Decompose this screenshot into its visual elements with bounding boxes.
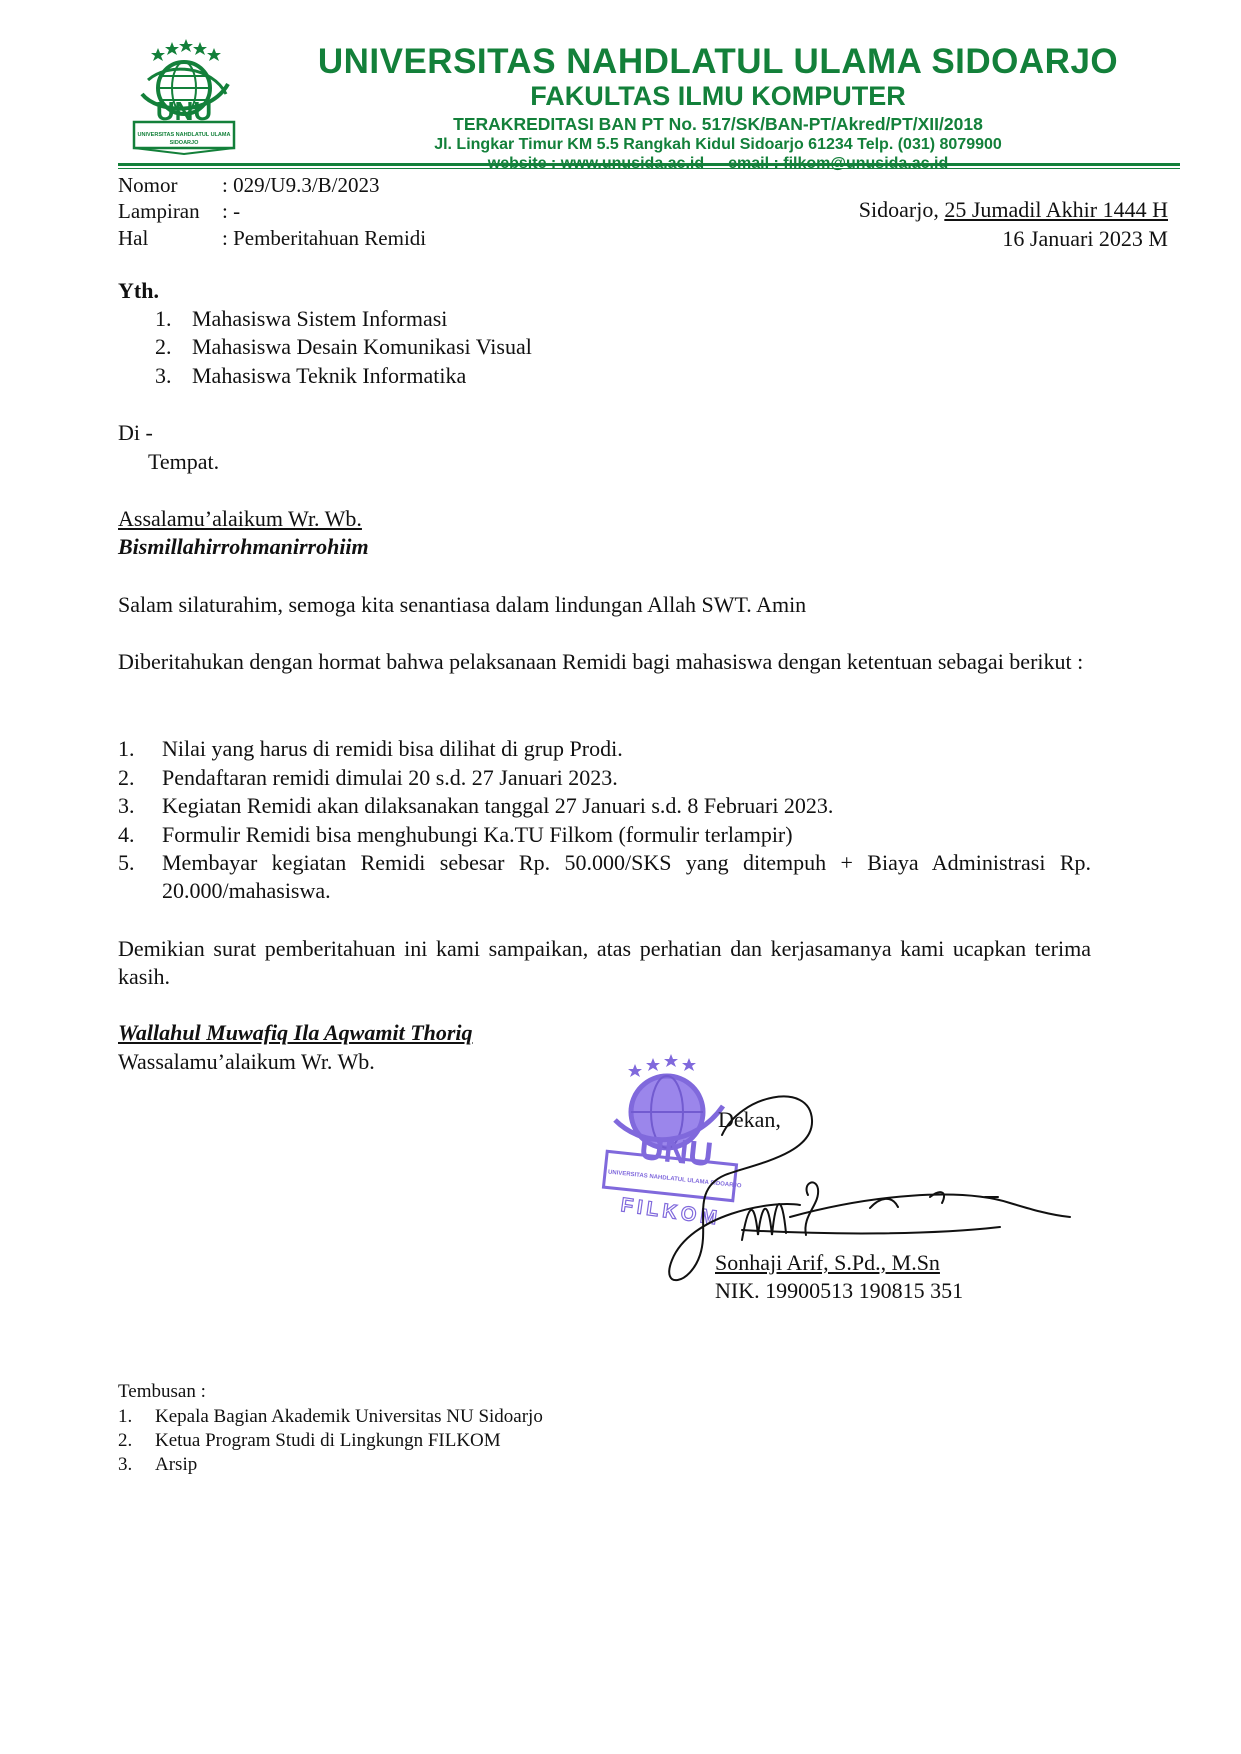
meta-lampiran	[118, 198, 240, 224]
date-masehi: 16 Januari 2023 M	[1002, 226, 1168, 251]
date-hijri: 25 Jumadil Akhir 1444 H	[944, 197, 1168, 222]
meta-hal	[118, 225, 426, 251]
stamp-caption: UNIVERSITAS NAHDLATUL ULAMA SIDOARJO	[607, 1169, 742, 1190]
recipient-heading: Yth.	[118, 278, 159, 303]
signatory-name: Sonhaji Arif, S.Pd., M.Sn	[715, 1250, 940, 1275]
letterhead-rule-thin	[118, 168, 1180, 169]
date-city: Sidoarjo,	[858, 197, 939, 222]
tempat-label: Tempat.	[148, 449, 220, 474]
intro-paragraph: Diberitahukan dengan hormat bahwa pelaksanaan Remidi bagi mahasiswa dengan ketentuan sebagai berikut :	[118, 649, 1084, 674]
greeting: Salam silaturahim, semoga kita senantiasa dalam lindungan Allah SWT. Amin	[118, 592, 807, 617]
date-hijri-line	[859, 196, 1168, 224]
di-label: Di -	[118, 420, 153, 445]
lampiran-label: Lampiran	[118, 199, 200, 223]
wallahul: Wallahul Muwafiq Ila Aqwamit Thoriq	[118, 1020, 473, 1045]
closing-paragraph: Demikian surat pemberitahuan ini kami sampaikan, atas perhatian dan kerjasamanya kami ucapkan terima kasih.	[118, 936, 1091, 989]
letterhead-rule	[118, 163, 1180, 166]
nomor-label: Nomor	[118, 173, 178, 197]
tembusan-item-1: 1. Kepala Bagian Akademik Universitas NU Sidoarjo	[118, 1406, 543, 1427]
tembusan-item-3: 3. Arsip	[118, 1454, 198, 1475]
address: Jl. Lingkar Timur KM 5.5 Rangkah Kidul Sidoarjo 61234 Telp. (031) 8079900	[434, 136, 1002, 153]
logo-city: SIDOARJO	[169, 140, 199, 146]
tembusan-item-2: 2. Ketua Program Studi di Lingkungn FILKOM	[118, 1430, 501, 1451]
hal-value: : Pemberitahuan Remidi	[222, 226, 427, 250]
lampiran-value: : -	[222, 199, 241, 223]
stamp-text: UNU	[637, 1128, 715, 1175]
logo-caption: UNIVERSITAS NAHDLATUL ULAMA	[137, 132, 231, 138]
logo-text: UNU	[155, 96, 213, 126]
hal-label: Hal	[118, 226, 149, 250]
accreditation: TERAKREDITASI BAN PT No. 517/SK/BAN-PT/Akred/PT/XII/2018	[453, 114, 983, 134]
stamp-unit: FILKOM	[619, 1194, 723, 1230]
basmalah: Bismillahirrohmanirrohiim	[118, 534, 369, 559]
recipient-item-2: 2. Mahasiswa Desain Komunikasi Visual	[155, 334, 532, 359]
letterhead	[118, 32, 1178, 170]
faculty-name: FAKULTAS ILMU KOMPUTER	[530, 81, 906, 111]
salam-opening: Assalamu’alaikum Wr. Wb.	[118, 506, 362, 531]
meta-nomor	[118, 172, 380, 198]
salam-closing: Wassalamu’alaikum Wr. Wb.	[118, 1049, 375, 1074]
letterhead-text	[258, 42, 1178, 173]
tembusan-heading: Tembusan :	[118, 1381, 206, 1402]
recipient-item-3: 3. Mahasiswa Teknik Informatika	[155, 363, 467, 388]
signatory-nik: NIK. 19900513 190815 351	[715, 1278, 964, 1303]
signature-title: Dekan,	[718, 1107, 781, 1132]
university-name: UNIVERSITAS NAHDLATUL ULAMA SIDOARJO	[317, 42, 1119, 81]
university-logo	[128, 36, 240, 156]
recipient-item-1: 1. Mahasiswa Sistem Informasi	[155, 306, 448, 331]
nomor-value: : 029/U9.3/B/2023	[222, 173, 380, 197]
